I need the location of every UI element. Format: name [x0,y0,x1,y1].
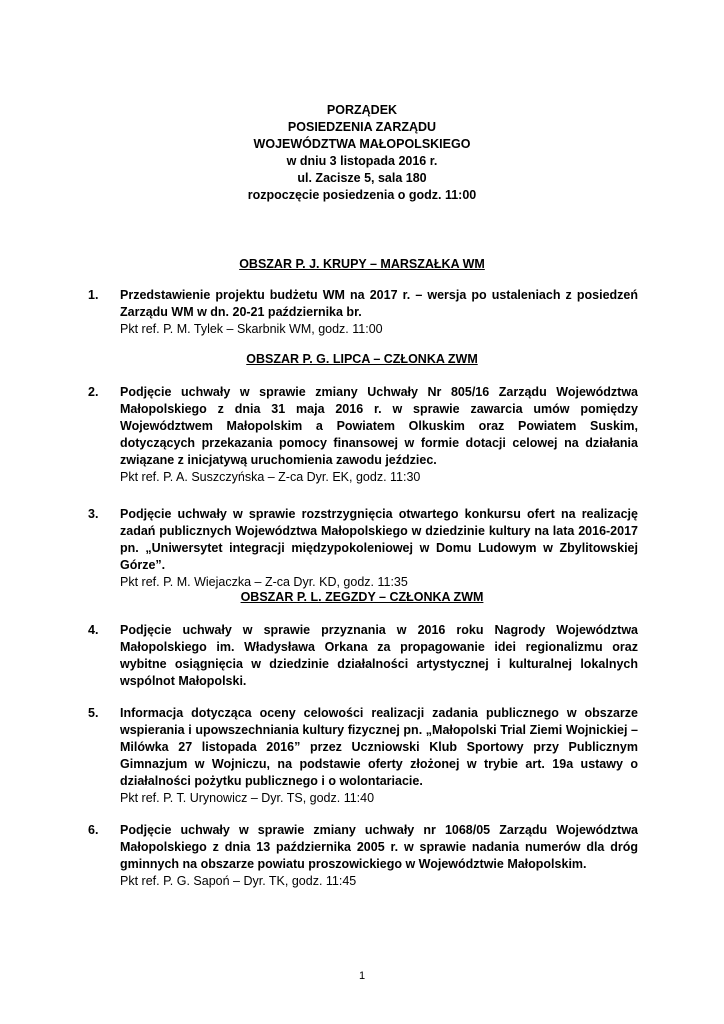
agenda-item [88,822,638,890]
item-title: Podjęcie uchwały w sprawie zmiany uchwały nr 1068/05 Zarządu Województwa Małopolskiego z dnia 13 października 2005 r. w sprawie nadania numerów dla dróg gminnych na obszarze powiatu proszowickiego w Województwie Małopolskim. [120,823,638,871]
section-heading: OBSZAR P. J. KRUPY – MARSZAŁKA WM [239,257,485,271]
agenda-item [88,622,638,690]
header-subtitle: POSIEDZENIA ZARZĄDU [287,120,437,134]
item-title: Podjęcie uchwały w sprawie przyznania w 2016 roku Nagrody Województwa Małopolskiego im. Władysława Orkana za propagowanie idei regionalizmu oraz wybitne osiągnięcia w dziedzinie działalności artystycznej i kulturalnej lokalnych wspólnot Małopolski. [120,623,638,688]
page-number: 1 [358,970,366,982]
item-title: Podjęcie uchwały w sprawie zmiany Uchwały Nr 805/16 Zarządu Województwa Małopolskiego z dnia 31 maja 2016 r. w sprawie zawarcia umów pomiędzy Województwem Małopolskim a Powiatem Olkuskim oraz Powiatem Suskim, dotyczących przekazania pomocy finansowej w formie dotacji celowej na działania związane z inicjatywą uruchomienia zawodu jeździec. [120,385,638,467]
item-title: Przedstawienie projektu budżetu WM na 2017 r. – wersja po ustaleniach z posiedzeń Zarządu WM w dn. 20-21 października br. [120,288,638,319]
header-title: PORZĄDEK [326,103,398,117]
section-heading: OBSZAR P. L. ZEGZDY – CZŁONKA ZWM [240,590,484,604]
agenda-item [88,705,638,807]
item-reference: Pkt ref. P. G. Sapoń – Dyr. TK, godz. 11:45 [120,874,357,888]
item-number: 2. [88,385,99,399]
item-number: 4. [88,623,99,637]
item-number: 3. [88,507,99,521]
header-organization: WOJEWÓDZTWA MAŁOPOLSKIEGO [253,137,471,151]
document-header [0,102,724,204]
item-title: Podjęcie uchwały w sprawie rozstrzygnięcia otwartego konkursu ofert na realizację zadań publicznych Województwa Małopolskiego w dziedzinie kultury na lata 2016-2017 pn. „Uniwersytet integracji międzypokoleniowej w Domu Ludowym w Zbylitowskiej Górze”. [120,507,638,572]
item-number: 1. [88,288,99,302]
item-number: 5. [88,706,99,720]
header-date: w dniu 3 listopada 2016 r. [286,154,438,168]
section-heading: OBSZAR P. G. LIPCA – CZŁONKA ZWM [246,352,478,366]
item-reference: Pkt ref. P. M. Wiejaczka – Z-ca Dyr. KD, godz. 11:35 [120,575,408,589]
item-reference: Pkt ref. P. M. Tylek – Skarbnik WM, godz. 11:00 [120,322,383,336]
item-title: Informacja dotycząca oceny celowości realizacji zadania publicznego w obszarze wspierania i upowszechniania kultury fizycznej pn. „Małopolski Trial Ziemi Wojnickiej – Milówka 27 listopada 2016” przez Uczniowski Klub Sportowy przy Publicznym Gimnazjum w Wojniczu, na podstawie oferty złożonej w trybie art. 19a ustawy o działalności pożytku publicznego i o wolontariacie. [120,706,638,788]
agenda-item [88,287,638,338]
item-reference: Pkt ref. P. A. Suszczyńska – Z-ca Dyr. EK, godz. 11:30 [120,470,421,484]
agenda-item [88,384,638,486]
header-start-time: rozpoczęcie posiedzenia o godz. 11:00 [247,188,477,202]
header-address: ul. Zacisze 5, sala 180 [297,171,427,185]
item-reference: Pkt ref. P. T. Urynowicz – Dyr. TS, godz. 11:40 [120,791,375,805]
item-number: 6. [88,823,99,837]
agenda-item [88,506,638,591]
